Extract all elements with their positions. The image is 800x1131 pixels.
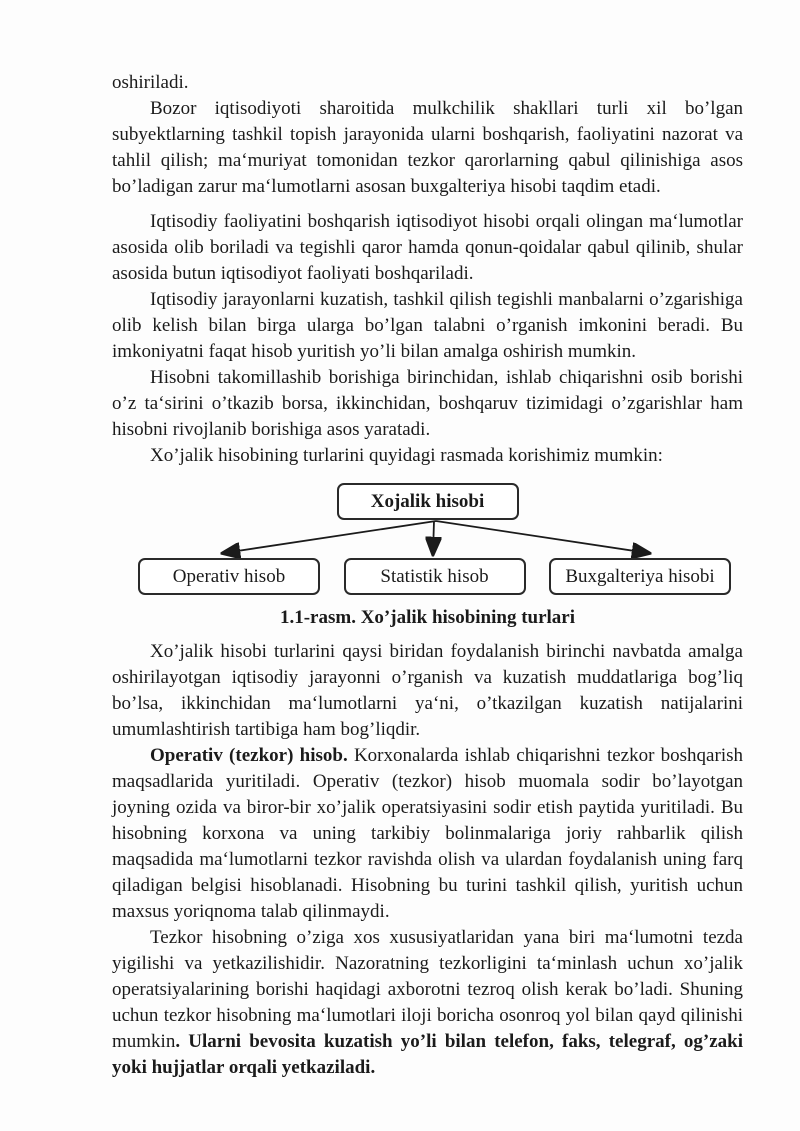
paragraph <box>112 287 743 365</box>
bold-text-run: Operativ (tezkor) hisob. <box>150 745 354 766</box>
text-run: Iqtisodiy jarayonlarni kuzatish, tashkil qilish tegishli manbalarni o’zgarishiga olib kelish bilan birga ularga bo’lgan talabni o’rganish imkonini beradi. Bu imkoniyatni faqat hisob yuritish yo’li bilan amalga oshirish mumkin. <box>112 289 743 362</box>
text-run: Iqtisodiy faoliyatini boshqarish iqtisodiyot hisobi orqali olingan ma‘lumotlar asosida olib boriladi va tegishli qaror hamda qonun-qoidalar qabul qilinib, shular asosida butun iqtisodiyot faoliyati boshqariladi. <box>112 211 743 284</box>
figure-child-box: Statistik hisob <box>344 558 526 595</box>
bold-text-run: . Ularni bevosita kuzatish yo’li bilan telefon, faks, telegraf, og’zaki yoki hujjatlar orqali yetkaziladi. <box>112 1031 743 1078</box>
figure-child-box: Buxgalteriya hisobi <box>549 558 731 595</box>
paragraph <box>112 209 743 287</box>
figure-root-box: Xojalik hisobi <box>337 483 519 520</box>
paragraph <box>112 70 743 96</box>
paragraph <box>112 96 743 200</box>
paragraph <box>112 365 743 443</box>
figure-1-1 <box>112 483 743 631</box>
text-run: Xo’jalik hisobi turlarini qaysi biridan foydalanish birinchi navbatda amalga oshirilayotgan iqtisodiy jarayonni o’rganish va kuzatish muddatlariga bog’liq bo’lsa, ikkinchidan ma‘lumotlarni ya‘ni, o’tkazilgan kuzatish natijalarini umumlashtirish tartibiga ham bog’liqdir. <box>112 641 743 740</box>
figure-children-row <box>112 558 743 595</box>
figure-child-box: Operativ hisob <box>138 558 320 595</box>
body-text-bottom <box>112 639 743 1081</box>
text-run: Xo’jalik hisobining turlarini quyidagi rasmada korishimiz mumkin: <box>150 445 663 466</box>
paragraph <box>112 743 743 925</box>
text-run: oshiriladi. <box>112 72 189 93</box>
text-run: Bozor iqtisodiyoti sharoitida mulkchilik shakllari turli xil bo’lgan subyektlarning tashkil topish jarayonida ularni boshqarish, faoliyatini nazorat va tahlil qilish; ma‘muriyat tomonidan tezkor qarorlarning qabul qilinishiga asos bo’ladigan zarur ma‘lumotlarni asosan buxgalteriya hisobi taqdim etadi. <box>112 98 743 197</box>
text-run: Hisobni takomillashib borishiga birinchidan, ishlab chiqarishni osib borishi o’z ta‘sirini o’tkazib borsa, ikkinchidan, boshqaruv tizimidagi o’zgarishlar ham hisobni rivojlanib borishiga asos yaratadi. <box>112 367 743 440</box>
figure-caption: 1.1-rasm. Xo’jalik hisobining turlari <box>279 607 576 628</box>
paragraph <box>112 639 743 743</box>
text-run: Korxonalarda ishlab chiqarishni tezkor boshqarish maqsadlarida yuritiladi. Operativ (tezkor) hisob muomala sodir bo’layotgan joyning ozida va biror-bir xo’jalik operatsiyasini sodir etish paytida yuritiladi. Bu hisobning korxona va uning tarkibiy bolinmalariga joriy rahbarlik qilish maqsadida ma‘lumotlarni tezkor ravishda olish va ulardan foydalanish uning farq qiladigan belgisi hisoblanadi. Hisobning bu turini tashkil qilish, yuritish uchun maxsus yoriqnoma talab qilinmaydi. <box>112 745 743 922</box>
paragraph <box>112 925 743 1081</box>
text-run: Tezkor hisobning o’ziga xos xususiyatlaridan yana biri ma‘lumotni tezda yigilishi va yetkazilishidir. Nazoratning tezkorligini ta‘minlash uchun xo’jalik operatsiyalarining borishi haqidagi axborotni tezroq olish kerak bo’ladi. Shuning uchun tezkor hisobning ma‘lumotlari iloji boricha osonroq yol bilan qayd qilinishi mumkin <box>112 927 743 1052</box>
body-text-top <box>112 70 743 469</box>
figure-root-row <box>112 483 743 520</box>
paragraph <box>112 443 743 469</box>
figure-arrow-connectors <box>112 520 743 558</box>
